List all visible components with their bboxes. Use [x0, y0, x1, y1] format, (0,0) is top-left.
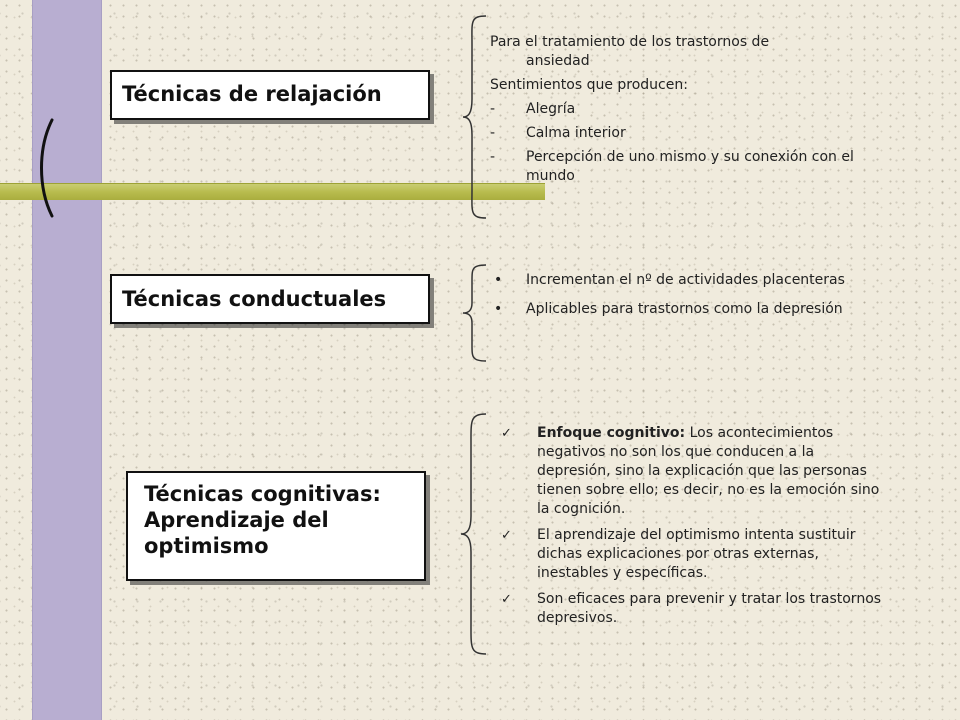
brace-conductuales: [460, 263, 490, 363]
list-item: [490, 271, 870, 290]
brace-relajacion: [460, 14, 490, 220]
box-title-conductuales: Técnicas conductuales: [122, 287, 387, 311]
dash-marker: -: [490, 101, 496, 117]
purple-vertical-bar: [32, 0, 102, 720]
dash-marker: -: [490, 149, 496, 165]
list-item: [497, 590, 887, 628]
list-item: [490, 148, 880, 186]
box-title-relajacion: Técnicas de relajación: [122, 82, 382, 106]
box-tecnicas-relajacion: [110, 70, 430, 120]
list-item: [497, 526, 887, 583]
brace-cognitivas: [458, 412, 490, 656]
enfoque-cognitivo-label: Enfoque cognitivo:: [537, 425, 686, 441]
relajacion-intro-line1: Para el tratamiento de los trastornos de: [490, 34, 770, 50]
bracket-curve-decoration: [30, 118, 60, 218]
checkmark-icon: ✓: [501, 426, 512, 441]
relajacion-item-percepcion: Percepción de uno mismo y su conexión con el mundo: [526, 149, 854, 184]
eficaces-text: Son eficaces para prevenir y tratar los trastornos depresivos.: [537, 591, 882, 626]
bullet-marker: •: [494, 272, 503, 288]
box-tecnicas-cognitivas: [126, 471, 426, 581]
checkmark-icon: ✓: [501, 592, 512, 607]
relajacion-item-calma: Calma interior: [526, 125, 626, 141]
box-title-cognitivas-line3: optimismo: [144, 534, 269, 558]
box-tecnicas-conductuales: [110, 274, 430, 324]
aprendizaje-optimismo-text: El aprendizaje del optimismo intenta sustituir dichas explicaciones por otras externas, inestables y específicas.: [537, 527, 856, 581]
list-item: [490, 100, 880, 119]
relajacion-intro: [490, 33, 880, 71]
box-title-cognitivas-line1: Técnicas cognitivas:: [144, 482, 381, 506]
conductuales-item-incrementan: Incrementan el nº de actividades placenteras: [526, 272, 845, 288]
dash-marker: -: [490, 125, 496, 141]
relajacion-subtitle: Sentimientos que producen:: [490, 77, 688, 93]
conductuales-item-aplicables: Aplicables para trastornos como la depresión: [526, 301, 843, 317]
conductuales-content: [490, 271, 870, 329]
list-item: [497, 424, 887, 519]
relajacion-content: [490, 33, 880, 191]
enfoque-cognitivo-text: Los acontecimientos negativos no son los que conducen a la depresión, sino la explicación que las personas tienen sobre ello; es decir, no es la emoción sino la cognición.: [537, 425, 880, 517]
relajacion-item-alegria: Alegría: [526, 101, 576, 117]
relajacion-intro-line2: ansiedad: [526, 53, 590, 69]
bullet-marker: •: [494, 301, 503, 317]
list-item: [490, 124, 880, 143]
cognitivas-content: [497, 424, 887, 635]
box-title-cognitivas-line2: Aprendizaje del: [144, 508, 329, 532]
list-item: [490, 300, 870, 319]
checkmark-icon: ✓: [501, 528, 512, 543]
